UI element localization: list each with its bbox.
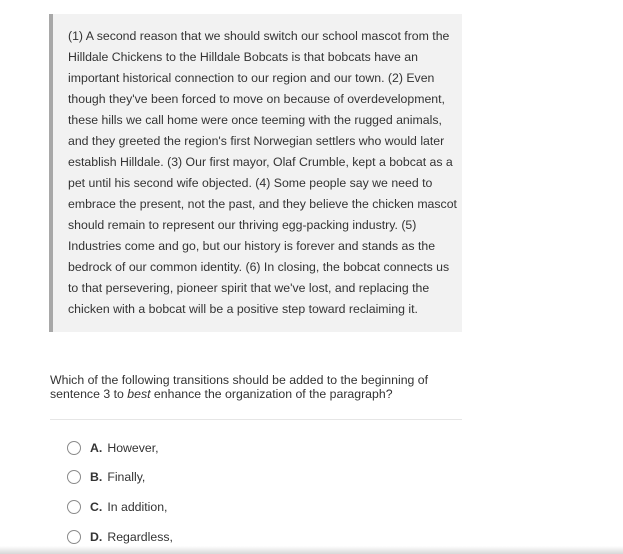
question-text-after: enhance the organization of the paragraph?	[150, 387, 393, 401]
passage-box	[49, 14, 462, 332]
radio-button-icon[interactable]	[67, 441, 81, 455]
option-label: However,	[107, 441, 159, 455]
option-label: In addition,	[107, 500, 168, 514]
option-label: Regardless,	[107, 530, 173, 544]
question-prompt	[50, 373, 460, 401]
radio-button-icon[interactable]	[67, 530, 81, 544]
option-b[interactable]	[67, 468, 145, 486]
passage-text: (1) A second reason that we should switch our school mascot from the Hilldale Chickens to the Hilldale Bobcats is that bobcats have an important historical connection to our region and our town. (2) Even though they've been forced to move on because of overdevelopment, these hills we call home were once teeming with the rugged animals, and they greeted the region's first Norwegian settlers who would later establish Hilldale. (3) Our first mayor, Olaf Crumble, kept a bobcat as a pet until his second wife objected. (4) Some people say we need to embrace the present, not the past, and they believe the chicken mascot should remain to represent our thriving egg-packing industry. (5) Industries come and go, but our history is forever and stands as the bedrock of our common identity. (6) In closing, the bobcat connects us to that persevering, pioneer spirit that we've lost, and replacing the chicken with a bobcat will be a positive step toward reclaiming it.	[68, 29, 457, 316]
option-label: Finally,	[107, 470, 146, 484]
option-letter: C.	[90, 500, 103, 514]
question-text-before: Which of the following transitions should be added to the beginning of sentence 3 to	[50, 373, 429, 401]
option-a[interactable]	[67, 439, 159, 457]
divider	[50, 419, 462, 420]
option-letter: A.	[90, 441, 103, 455]
radio-button-icon[interactable]	[67, 470, 81, 484]
option-d[interactable]	[67, 528, 173, 546]
bottom-edge-shadow	[0, 546, 623, 554]
radio-button-icon[interactable]	[67, 500, 81, 514]
option-letter: B.	[90, 470, 103, 484]
option-letter: D.	[90, 530, 103, 544]
option-c[interactable]	[67, 498, 167, 516]
question-emphasis: best	[127, 387, 151, 401]
